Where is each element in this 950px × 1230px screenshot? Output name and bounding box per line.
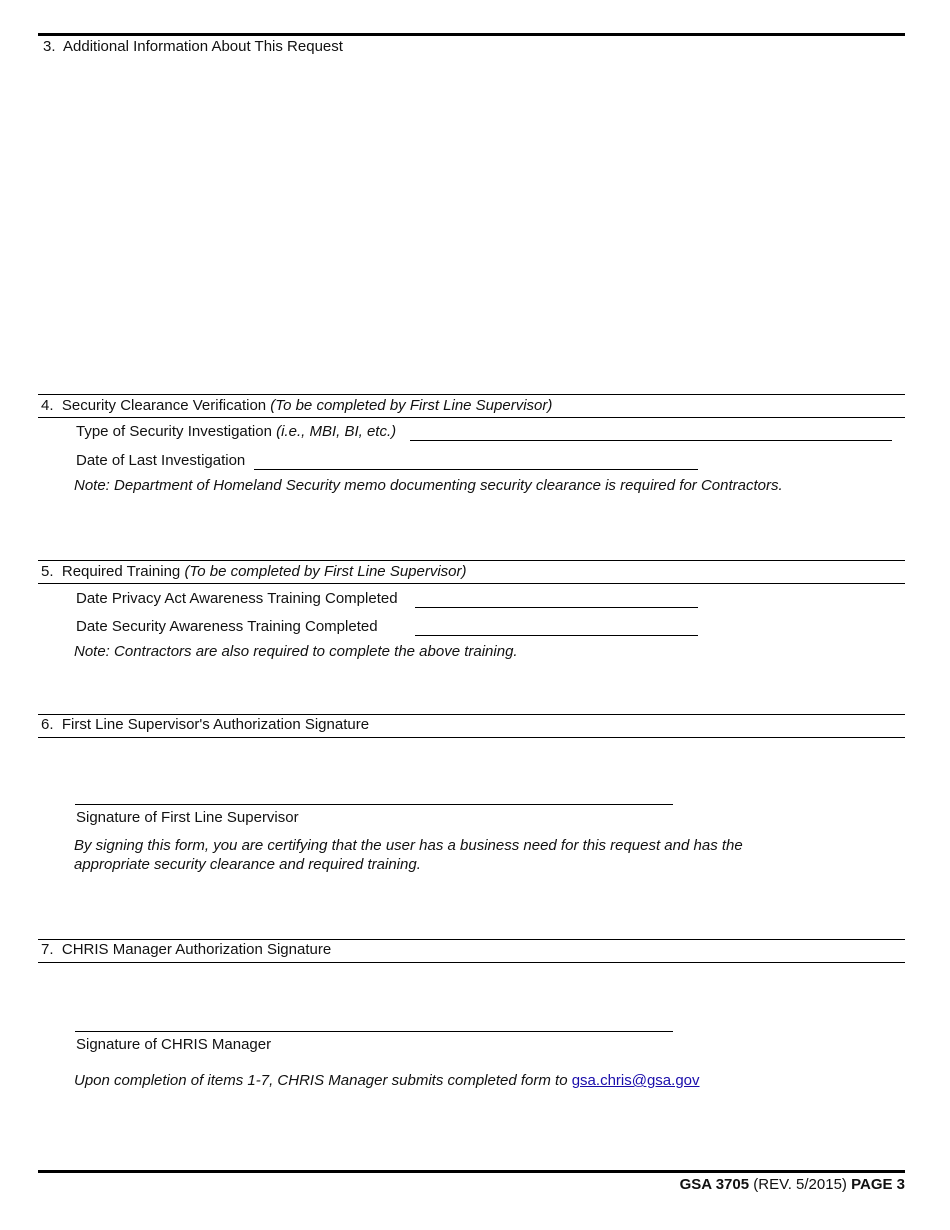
section4-title: Security Clearance Verification [61, 397, 267, 414]
section5-note: Note: Contractors are also required to complete the above training. [74, 643, 518, 660]
section4-number: 4. [41, 397, 54, 414]
section3-heading [43, 38, 343, 56]
supervisor-signature-field[interactable] [75, 804, 673, 805]
investigation-type-hint: (i.e., MBI, BI, etc.) [276, 423, 397, 440]
certification-text-line1: By signing this form, you are certifying that the user has a business need for this request and has the [74, 837, 743, 854]
last-investigation-label: Date of Last Investigation [76, 452, 246, 469]
section5-title: Required Training [61, 563, 181, 580]
investigation-type-label [76, 423, 396, 441]
section5-subtitle: (To be completed by First Line Supervisor) [184, 563, 467, 580]
section6-number: 6. [41, 716, 54, 733]
submit-text: Upon completion of items 1-7, CHRIS Manager submits completed form to [74, 1072, 568, 1089]
section6-bottom-rule [38, 737, 905, 738]
chris-manager-signature-field[interactable] [75, 1031, 673, 1032]
supervisor-signature-label: Signature of First Line Supervisor [76, 809, 299, 826]
section4-note: Note: Department of Homeland Security memo documenting security clearance is required for Contractors. [74, 477, 783, 494]
investigation-type-text: Type of Security Investigation [76, 423, 272, 440]
submit-instructions [74, 1072, 700, 1090]
privacy-training-label: Date Privacy Act Awareness Training Completed [76, 590, 398, 607]
section6-title: First Line Supervisor's Authorization Signature [61, 716, 370, 733]
section4-bottom-rule [38, 417, 905, 418]
security-training-label: Date Security Awareness Training Completed [76, 618, 378, 635]
section7-number: 7. [41, 941, 54, 958]
bottom-rule [38, 1170, 905, 1173]
form-footer [680, 1176, 905, 1193]
section4-subtitle: (To be completed by First Line Supervisor) [270, 397, 553, 414]
page-number: PAGE 3 [851, 1176, 905, 1193]
section7-heading [41, 941, 331, 959]
chris-manager-signature-label: Signature of CHRIS Manager [76, 1036, 272, 1053]
section4-top-rule [38, 394, 905, 395]
section3-title: Additional Information About This Request [63, 38, 343, 55]
section5-heading [41, 563, 467, 581]
section6-top-rule [38, 714, 905, 715]
section7-top-rule [38, 939, 905, 940]
section7-title: CHRIS Manager Authorization Signature [61, 941, 332, 958]
certification-text-line2: appropriate security clearance and required training. [74, 856, 421, 873]
section3-number: 3. [43, 38, 56, 55]
section4-heading [41, 397, 552, 415]
section5-bottom-rule [38, 583, 905, 584]
email-link[interactable]: gsa.chris@gsa.gov [571, 1072, 700, 1089]
section5-number: 5. [41, 563, 54, 580]
last-investigation-date-field[interactable] [254, 469, 698, 470]
section5-top-rule [38, 560, 905, 561]
privacy-training-date-field[interactable] [415, 607, 698, 608]
security-training-date-field[interactable] [415, 635, 698, 636]
top-rule [38, 33, 905, 36]
investigation-type-field[interactable] [410, 440, 892, 441]
additional-info-area[interactable] [40, 60, 905, 390]
section7-bottom-rule [38, 962, 905, 963]
section6-heading [41, 716, 369, 734]
form-revision: (REV. 5/2015) [753, 1176, 847, 1193]
form-number: GSA 3705 [679, 1176, 750, 1193]
